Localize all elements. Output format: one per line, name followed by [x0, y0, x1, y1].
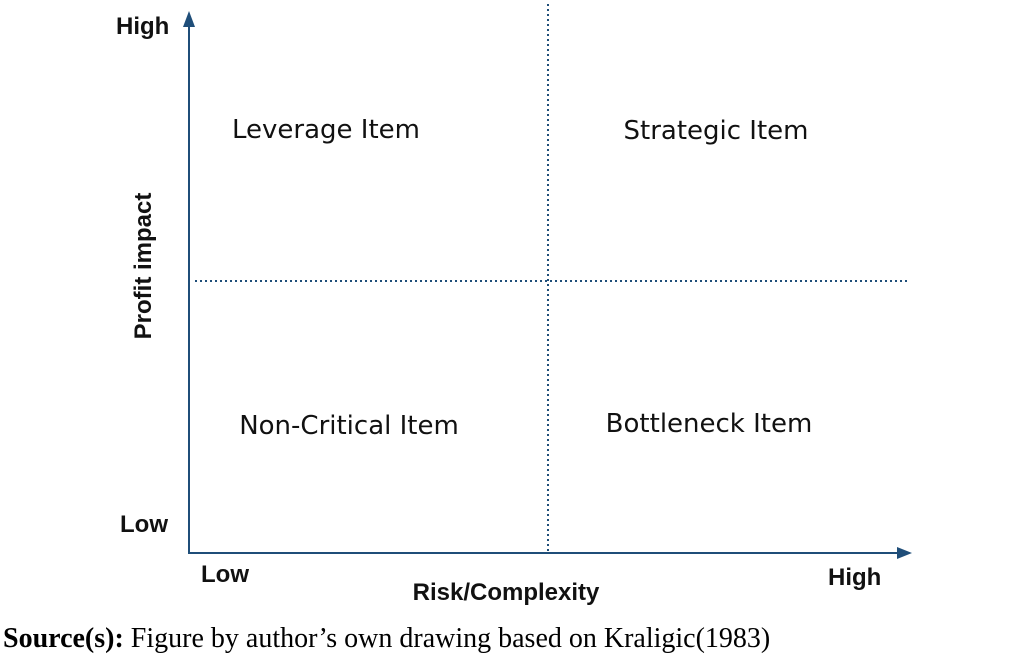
y-axis-low-label: Low: [120, 511, 168, 538]
y-axis-arrowhead: [183, 11, 195, 27]
y-axis-title: Profit impact: [130, 192, 157, 340]
x-axis-high-label: High: [828, 564, 882, 591]
source-text: Figure by author’s own drawing based on Kraligic(1983): [130, 623, 771, 654]
quadrant-bottleneck-item: Bottleneck Item: [605, 409, 813, 439]
source-label: Source(s):: [3, 623, 124, 654]
quadrant-strategic-item: Strategic Item: [623, 116, 809, 146]
quadrant-non-critical-item: Non-Critical Item: [239, 411, 459, 441]
x-axis-arrowhead: [897, 547, 912, 559]
source-caption: [3, 625, 770, 653]
x-axis-title: Risk/Complexity: [412, 579, 600, 606]
y-axis-high-label: High: [116, 13, 170, 40]
quadrant-leverage-item: Leverage Item: [232, 115, 420, 145]
x-axis-low-label: Low: [201, 561, 249, 588]
